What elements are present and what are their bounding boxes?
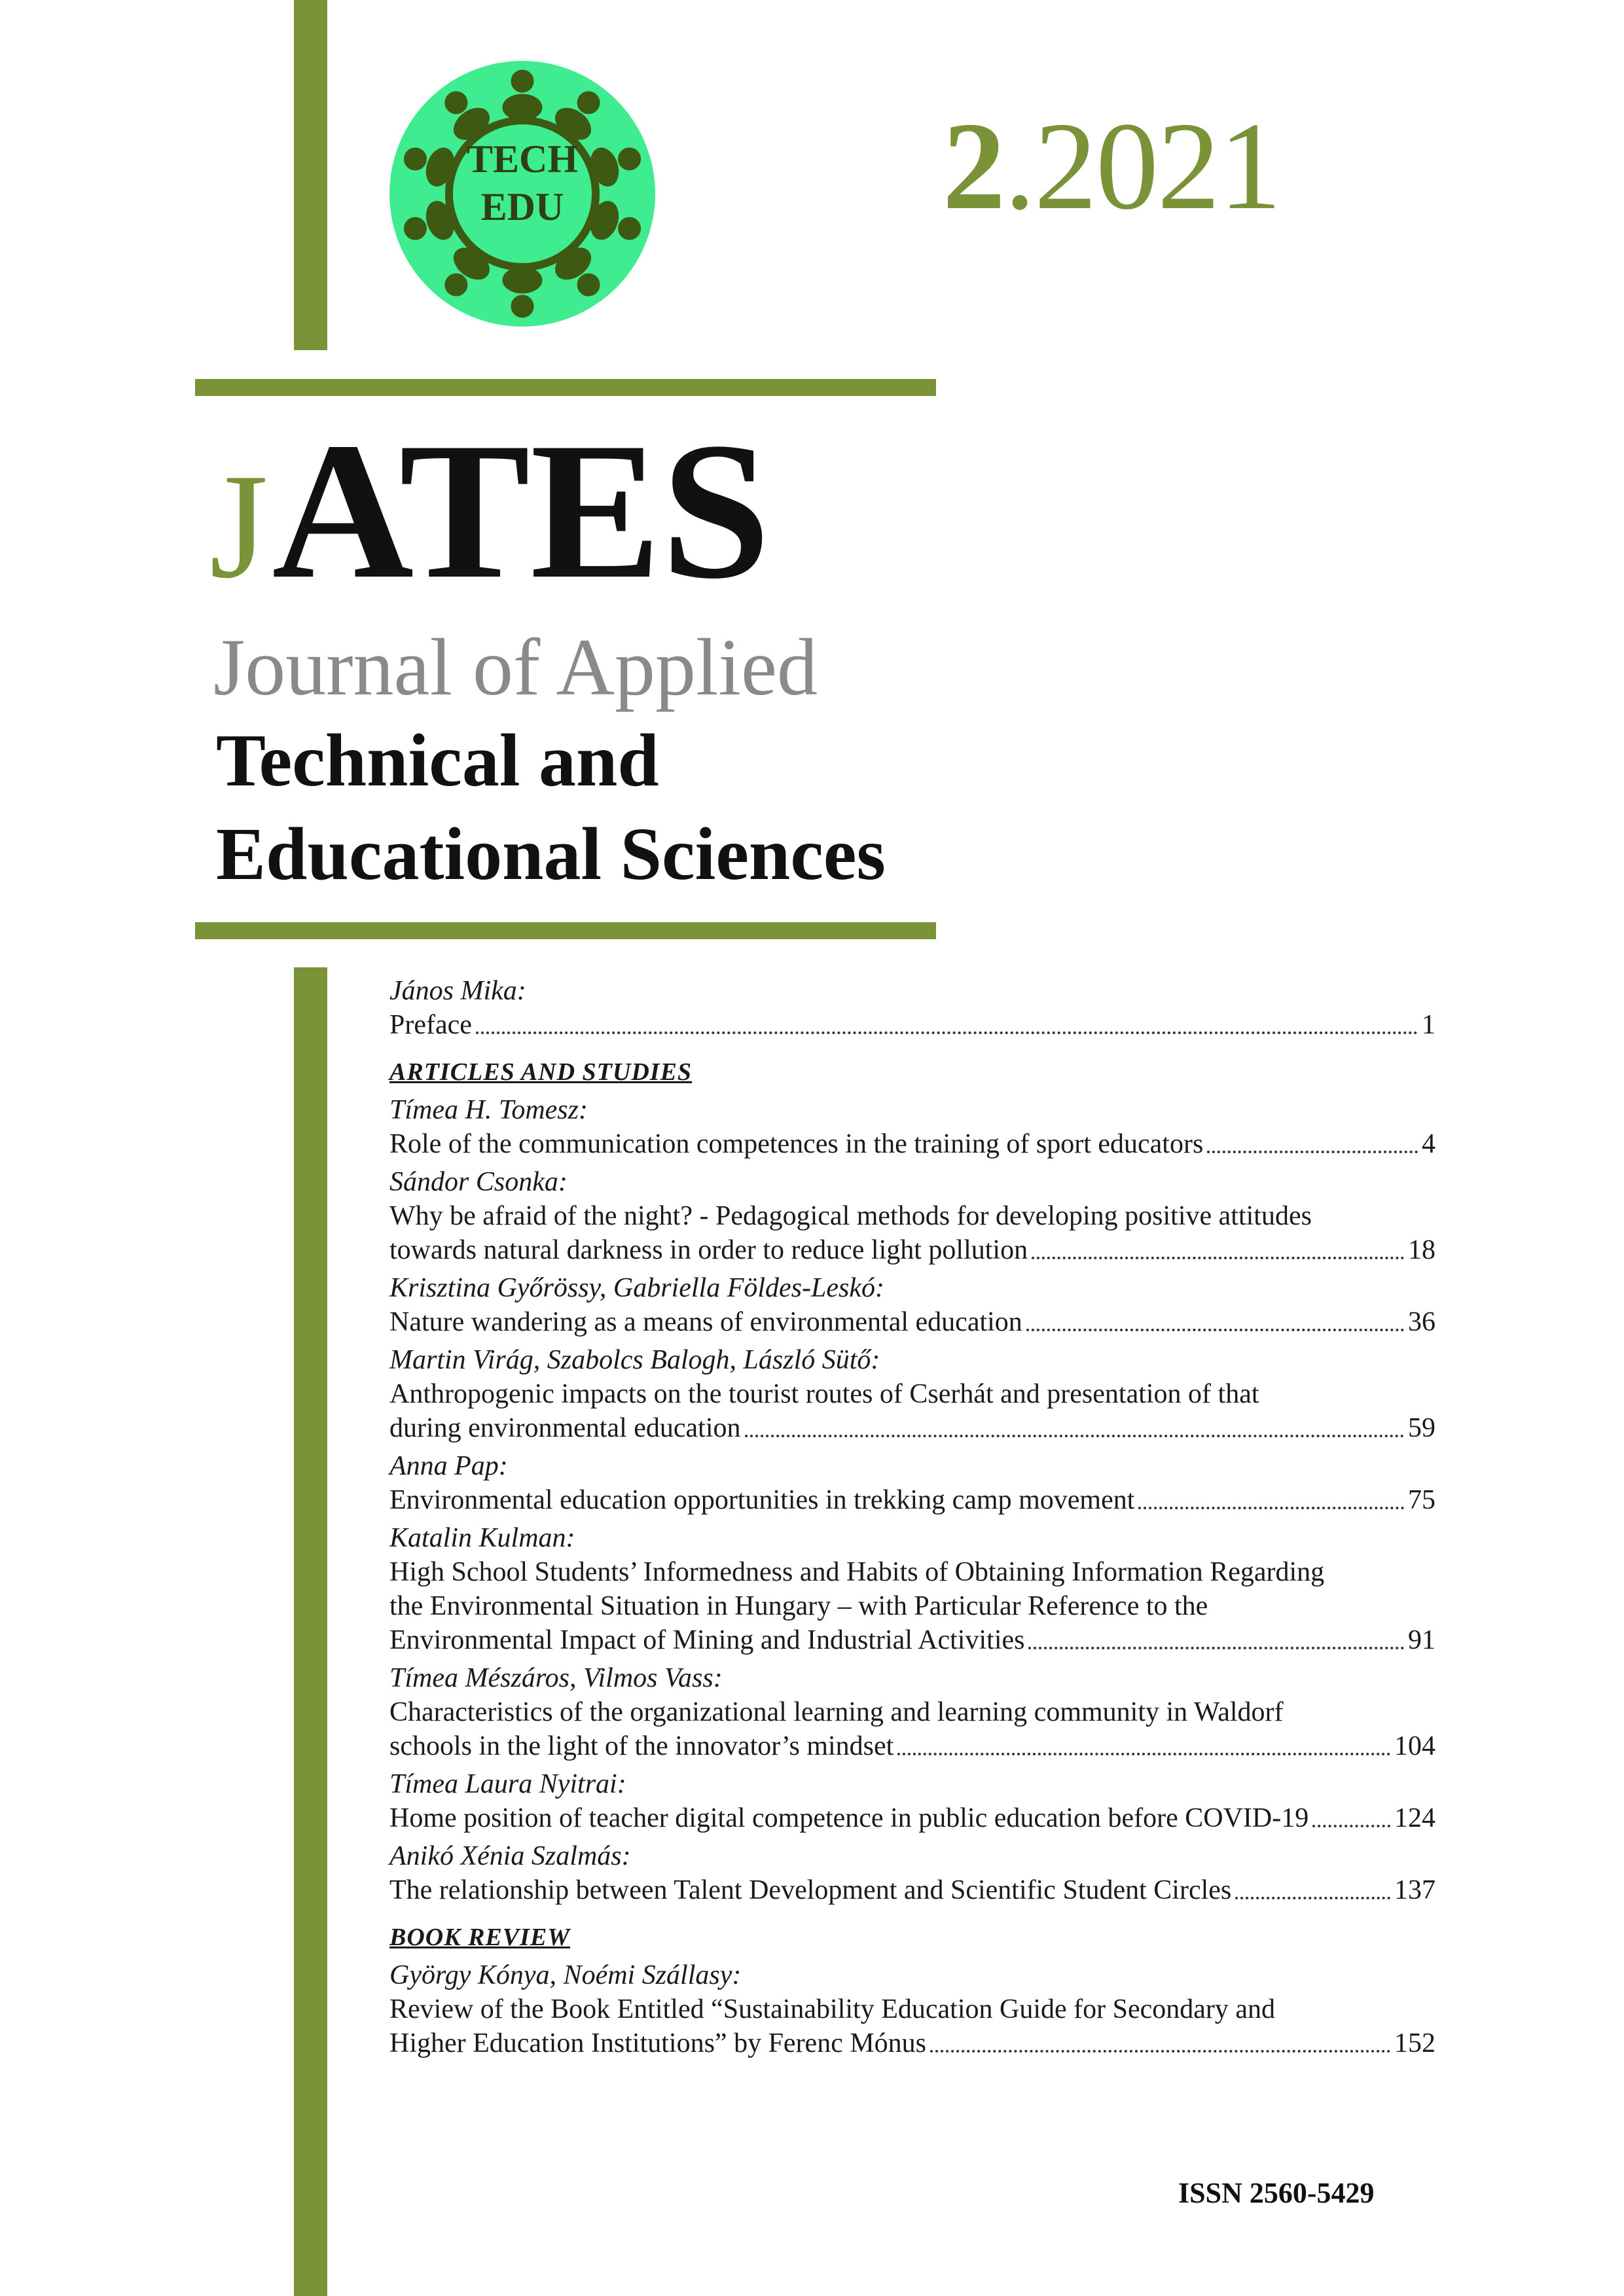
toc-leader xyxy=(1026,1329,1404,1331)
logo-figure-head xyxy=(511,70,533,92)
toc-title: Nature wandering as a means of environmental education xyxy=(389,1307,1022,1337)
logo-figure-head xyxy=(577,92,600,114)
logo-text-tech: TECH xyxy=(466,137,579,181)
logo-figure-head xyxy=(445,92,467,114)
toc-author: Sándor Csonka: xyxy=(389,1167,568,1197)
logo-figure-head xyxy=(511,295,533,317)
toc-leader xyxy=(1028,1647,1404,1649)
toc-title-line: the Environmental Situation in Hungary – with Particular Reference to the xyxy=(389,1591,1208,1621)
toc-entry xyxy=(389,1008,1435,1042)
toc-author: Tímea Laura Nyitrai: xyxy=(389,1769,626,1799)
toc-leader xyxy=(1138,1507,1404,1509)
toc-title-line: Why be afraid of the night? - Pedagogical methods for developing positive attitudes xyxy=(389,1201,1312,1231)
toc-author: György Kónya, Noémi Szállasy: xyxy=(389,1960,742,1990)
toc-author: Krisztina Győrössy, Gabriella Földes-Leskó: xyxy=(389,1273,884,1303)
toc-entry xyxy=(389,1127,1435,1161)
issn: ISSN 2560-5429 xyxy=(1178,2177,1375,2209)
toc-page: 91 xyxy=(1408,1625,1435,1655)
issue-year: .2021 xyxy=(1004,96,1280,236)
toc-entry xyxy=(389,1729,1435,1763)
toc-title: Preface xyxy=(389,1010,472,1040)
toc-leader xyxy=(930,2050,1390,2053)
toc-leader xyxy=(897,1753,1390,1755)
masthead-ates: ATES xyxy=(272,402,770,619)
article-list xyxy=(389,1093,1435,1907)
toc-page: 36 xyxy=(1408,1307,1435,1337)
toc-title: Home position of teacher digital competence in public education before COVID-19 xyxy=(389,1803,1309,1833)
issue-number xyxy=(943,96,1280,236)
toc-page: 152 xyxy=(1394,2028,1435,2058)
toc-author: János Mika: xyxy=(389,976,526,1006)
toc-page: 137 xyxy=(1394,1875,1435,1905)
toc-title-line: Anthropogenic impacts on the tourist routes of Cserhát and presentation of that xyxy=(389,1379,1259,1409)
toc-page: 1 xyxy=(1422,1010,1435,1040)
logo-figure-head xyxy=(619,148,641,170)
toc-leader xyxy=(476,1031,1418,1034)
toc-entry xyxy=(389,2026,1435,2060)
toc-author: Tímea H. Tomesz: xyxy=(389,1095,588,1125)
masthead-j: J xyxy=(209,442,272,609)
toc-leader xyxy=(1312,1825,1390,1827)
toc-author: Katalin Kulman: xyxy=(389,1523,575,1553)
journal-masthead xyxy=(209,402,770,619)
toc-title: schools in the light of the innovator’s mindset xyxy=(389,1731,894,1761)
logo-figure-head xyxy=(445,274,467,296)
book-review-list xyxy=(389,1958,1435,2060)
table-of-contents xyxy=(389,970,1435,2060)
toc-title: The relationship between Talent Development and Scientific Student Circles xyxy=(389,1875,1232,1905)
toc-title: Role of the communication competences in the training of sport educators xyxy=(389,1129,1204,1159)
toc-title-line: High School Students’ Informedness and Habits of Obtaining Information Regarding xyxy=(389,1557,1325,1587)
journal-subtitle-line3: Educational Sciences xyxy=(216,812,886,895)
horizontal-rule-bottom xyxy=(195,922,936,939)
logo-figure-head xyxy=(404,217,426,240)
logo-figure-head xyxy=(404,148,426,170)
toc-author: Anna Pap: xyxy=(389,1451,508,1481)
toc-title-line: Review of the Book Entitled “Sustainability Education Guide for Secondary and xyxy=(389,1994,1276,2024)
toc-title: Environmental Impact of Mining and Industrial Activities xyxy=(389,1625,1025,1655)
toc-page: 59 xyxy=(1408,1413,1435,1443)
toc-author: Anikó Xénia Szalmás: xyxy=(389,1841,631,1871)
logo-text-edu: EDU xyxy=(480,185,564,228)
toc-title: during environmental education xyxy=(389,1413,741,1443)
toc-leader xyxy=(1207,1151,1418,1153)
toc-title: Environmental education opportunities in trekking camp movement xyxy=(389,1485,1135,1515)
toc-title: towards natural darkness in order to reduce light pollution xyxy=(389,1235,1028,1265)
toc-page: 75 xyxy=(1408,1485,1435,1515)
toc-page: 4 xyxy=(1422,1129,1435,1159)
toc-entry xyxy=(389,1873,1435,1907)
toc-leader xyxy=(1235,1897,1390,1899)
logo-figure-head xyxy=(577,274,600,296)
issue-number-bold: 2 xyxy=(943,96,1004,236)
toc-author: Tímea Mészáros, Vilmos Vass: xyxy=(389,1663,723,1693)
vertical-accent-bar-top xyxy=(294,0,327,350)
toc-page: 124 xyxy=(1394,1803,1435,1833)
toc-entry xyxy=(389,1233,1435,1267)
toc-leader xyxy=(1032,1257,1404,1259)
toc-title: Higher Education Institutions” by Ferenc Mónus xyxy=(389,2028,927,2058)
journal-subtitle-line2: Technical and xyxy=(216,719,659,802)
toc-entry xyxy=(389,1801,1435,1835)
section-heading-articles: ARTICLES AND STUDIES xyxy=(389,1058,693,1086)
logo-figure-head xyxy=(619,217,641,240)
toc-page: 104 xyxy=(1394,1731,1435,1761)
journal-subtitle-line1: Journal of Applied xyxy=(213,622,818,712)
toc-entry xyxy=(389,1411,1435,1445)
toc-title-line: Characteristics of the organizational learning and learning community in Waldorf xyxy=(389,1697,1284,1727)
toc-entry xyxy=(389,1623,1435,1657)
toc-author: Martin Virág, Szabolcs Balogh, László Sütő: xyxy=(389,1345,880,1375)
toc-entry xyxy=(389,1305,1435,1339)
tech-edu-logo xyxy=(388,60,657,328)
section-heading-book-review: BOOK REVIEW xyxy=(389,1924,571,1951)
toc-entry xyxy=(389,1483,1435,1517)
toc-leader xyxy=(745,1435,1404,1437)
horizontal-rule-top xyxy=(195,379,936,396)
toc-page: 18 xyxy=(1408,1235,1435,1265)
vertical-accent-bar-bottom xyxy=(294,967,327,2296)
